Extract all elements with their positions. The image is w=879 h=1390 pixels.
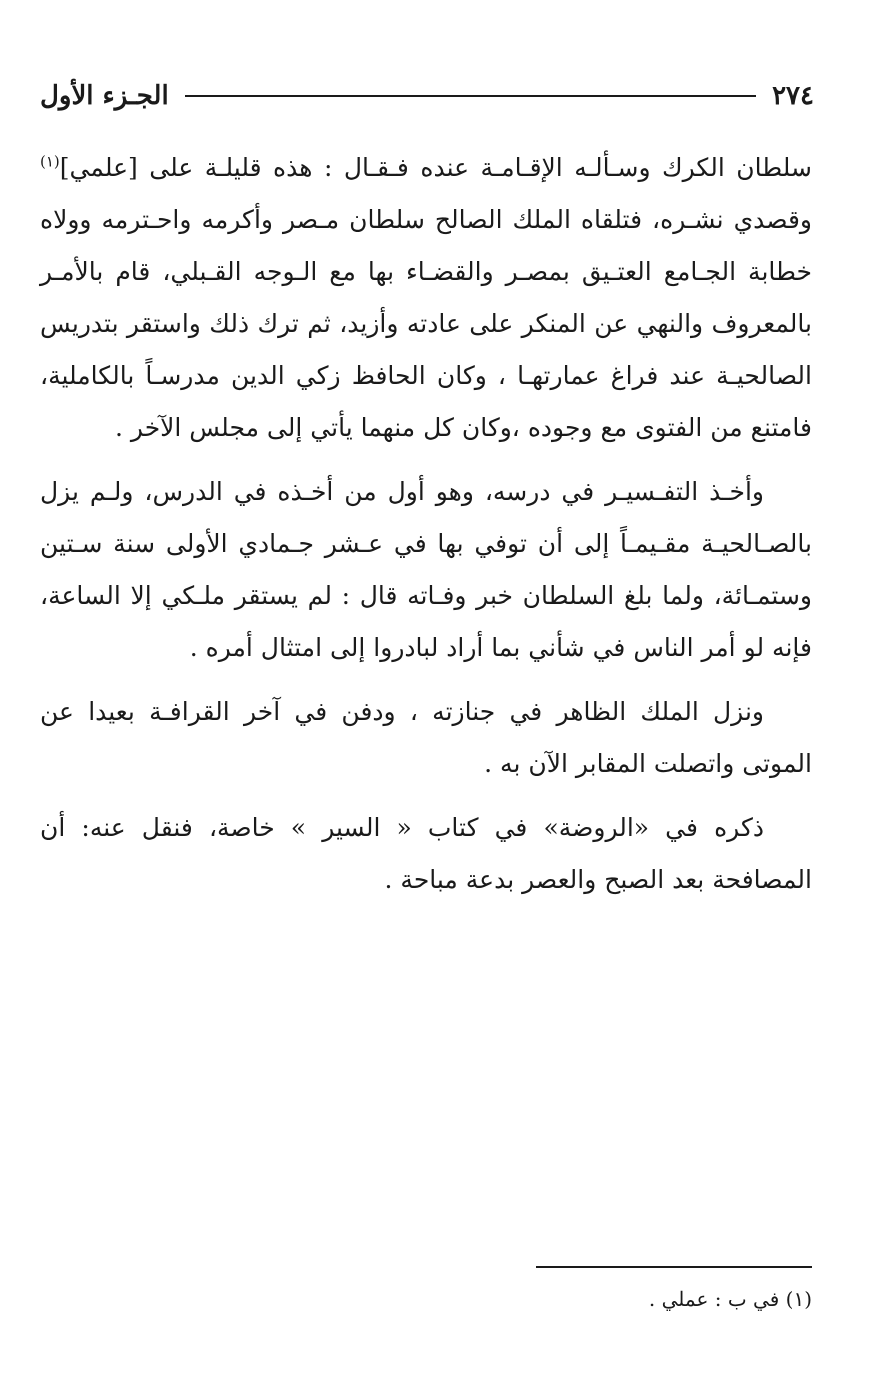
page-header — [40, 74, 814, 118]
paragraph-4: ذكره في «الروضة» في كتاب « السير » خاصة، فنقل عنه: أن المصافحة بعد الصبح والعصر بدعة مباحة . — [40, 813, 812, 894]
footnote: (١) في ب : عملي . — [648, 1287, 812, 1311]
paragraph-1-text: سلطان الكرك وسـألـه الإقـامـة عنده فـقـال : هذه قليلـة على [علمي] — [59, 153, 812, 182]
header-rule — [185, 95, 756, 97]
footnote-reference: (١) — [40, 152, 60, 171]
running-title: الجـزء الأول — [40, 81, 169, 111]
main-text — [40, 142, 812, 918]
paragraph-2: وأخـذ التفـسيـر في درسه، وهو أول من أخـذه في الدرس، ولـم يزل بالصـالحيـة مقـيمـاً إلى أن توفي بها في عـشر جـمادي الأولى سنة سـتين وستمـائة، ولما بلغ السلطان خبر وفـاته قال : لم يستقر ملـكي إلا الساعة، فإنه لو أمر الناس في شأني بما أراد لبادروا إلى امتثال أمره . — [40, 477, 812, 662]
paragraph-1 — [40, 142, 812, 454]
footnote-separator — [536, 1266, 812, 1268]
paragraph-1-continuation: وقصدي نشـره، فتلقاه الملك الصالح سلطان مـصر وأكرمه واحـترمه وولاه خطابة الجـامع العتـيق بمصـر والقضـاء بها مع الـوجه القـبلي، قام بالأمـر بالمعروف والنهي عن المنكر على عادته وأزيد، ثم ترك ذلك واستقر بتدريس الصالحيـة عند فراغ عمارتهـا ، وكان الحافظ زكي الدين مدرسـاً بالكاملية، فامتنع من الفتوى مع وجوده ،وكان كل منهما يأتي إلى مجلس الآخر . — [40, 205, 812, 442]
page-number: ٢٧٤ — [772, 81, 814, 111]
paragraph-3: ونزل الملك الظاهر في جنازته ، ودفن في آخر القرافـة بعيدا عن الموتى واتصلت المقابر الآن به . — [40, 697, 812, 778]
